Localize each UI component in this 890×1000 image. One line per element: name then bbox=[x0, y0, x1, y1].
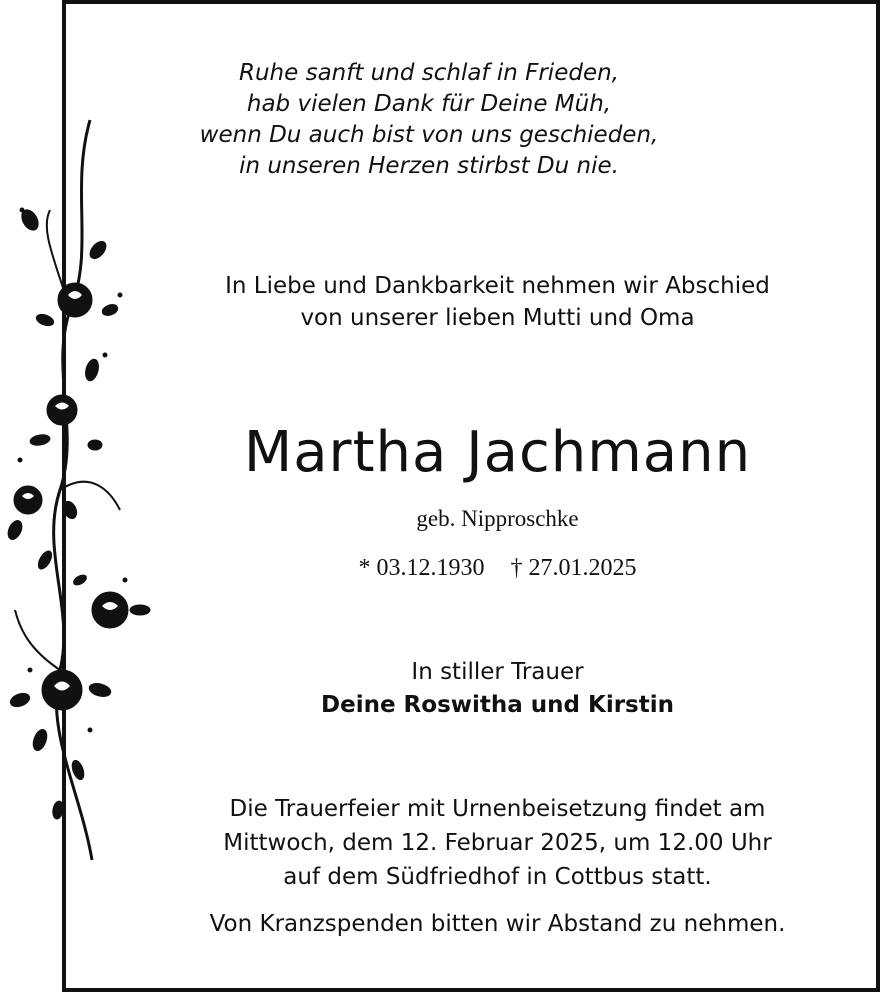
wreath-request: Von Kranzspenden bitten wir Abstand zu nehmen. bbox=[209, 911, 786, 937]
service-line: auf dem Südfriedhof in Cottbus statt. bbox=[283, 864, 712, 890]
mourners-names: Deine Roswitha und Kirstin bbox=[321, 692, 674, 718]
maiden-name: geb. Nipproschke bbox=[416, 506, 579, 531]
rose-vine-ornament-icon bbox=[0, 110, 165, 870]
birth-date: * 03.12.1930 bbox=[358, 555, 485, 581]
poem-line: in unseren Herzen stirbst Du nie. bbox=[239, 153, 619, 179]
service-line: Mittwoch, dem 12. Februar 2025, um 12.00 Uhr bbox=[223, 830, 772, 856]
farewell-intro bbox=[130, 270, 865, 334]
mourning-line: In stiller Trauer bbox=[411, 659, 584, 685]
poem-line: wenn Du auch bist von uns geschieden, bbox=[199, 122, 659, 148]
funeral-service-info bbox=[130, 792, 865, 894]
poem-line: hab vielen Dank für Deine Müh, bbox=[246, 91, 612, 117]
life-dates bbox=[130, 553, 865, 583]
intro-line: von unserer lieben Mutti und Oma bbox=[300, 305, 695, 331]
poem-line: Ruhe sanft und schlaf in Frieden, bbox=[239, 60, 619, 86]
intro-line: In Liebe und Dankbarkeit nehmen wir Abschied bbox=[225, 273, 770, 299]
poem-verse bbox=[0, 58, 794, 182]
death-date: † 27.01.2025 bbox=[510, 555, 637, 581]
service-line: Die Trauerfeier mit Urnenbeisetzung findet am bbox=[229, 796, 766, 822]
deceased-name: Martha Jachmann bbox=[243, 420, 752, 485]
